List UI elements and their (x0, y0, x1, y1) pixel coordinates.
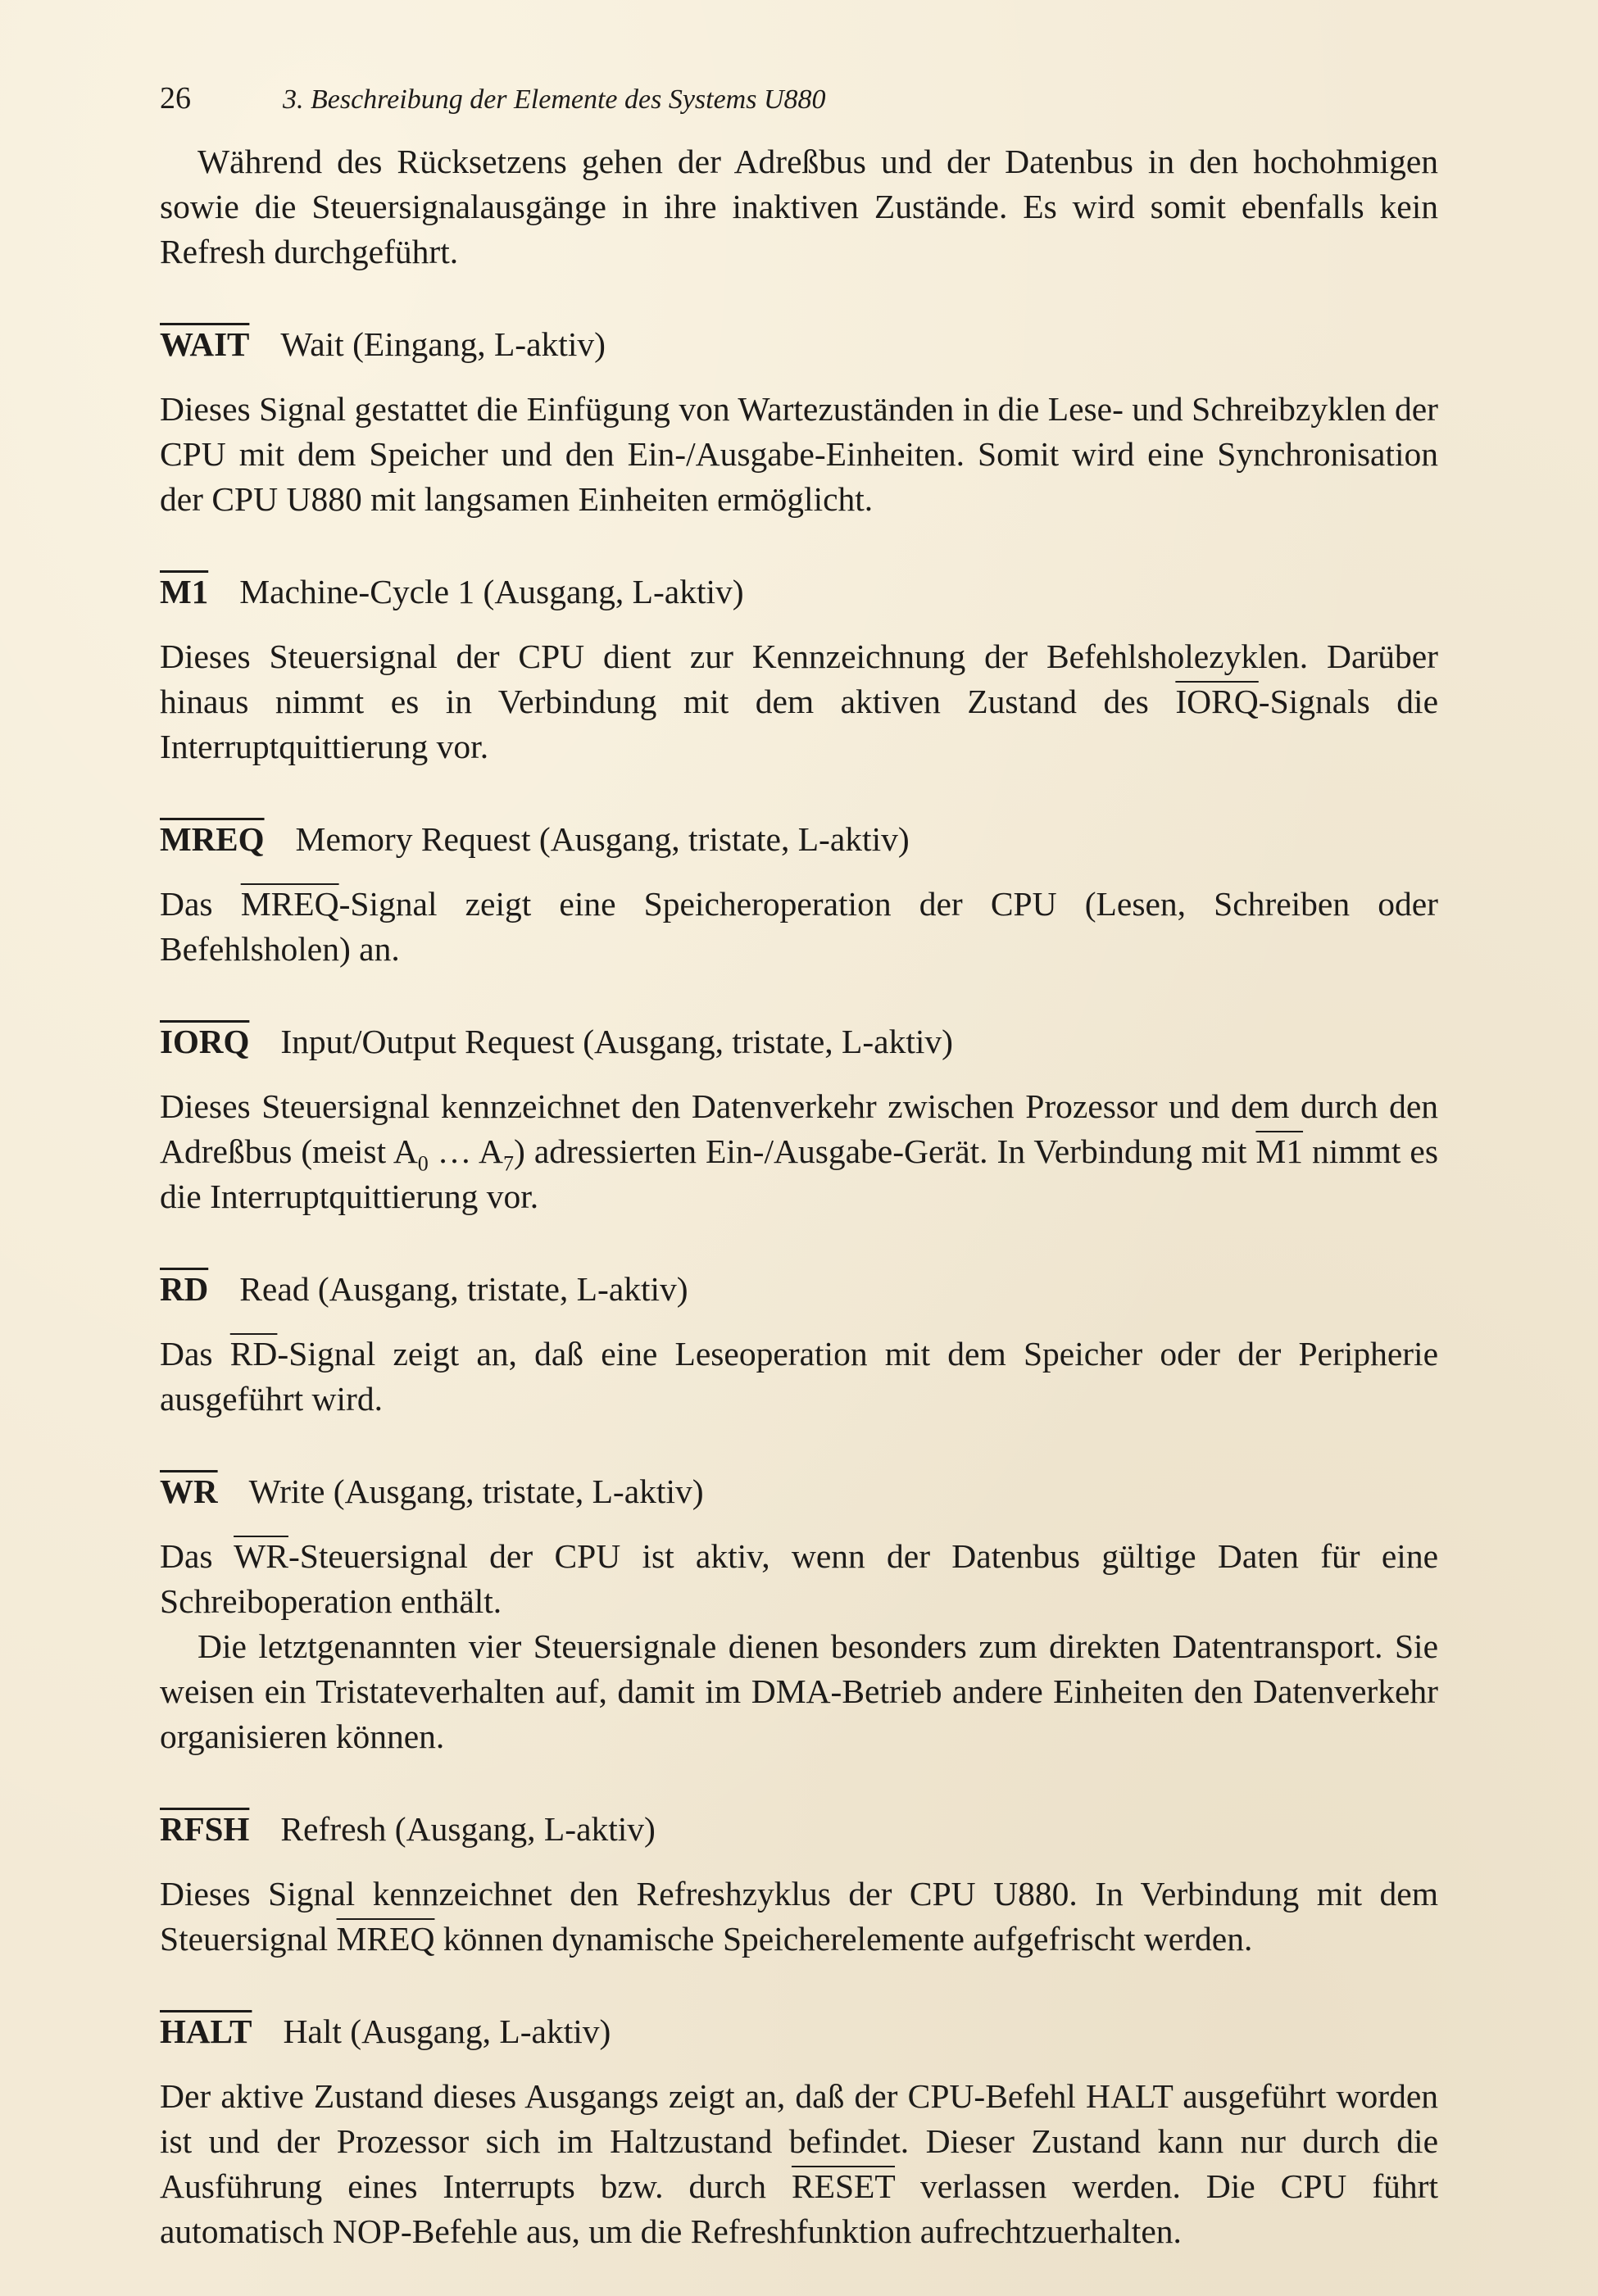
page-header (160, 79, 1438, 120)
subscript: 7 (503, 1151, 514, 1176)
signal-heading-wr (160, 1469, 1438, 1514)
signal-name: RFSH (160, 1810, 250, 1848)
text-segment: Der aktive Zustand dieses Ausgangs zeigt an, daß der CPU-Befehl HALT ausgeführt worden ist und der Prozessor sich im Haltzustand befindet. Dieser Zustand kann nur durch die Ausführung eines Interrupts bzw. durch (160, 2077, 1438, 2205)
intro-paragraph: Während des Rücksetzens gehen der Adreßbus und der Datenbus in den hochohmigen sowie die Steuersignalausgänge in ihre inaktiven Zustände. Es wird somit ebenfalls kein Refresh durchgeführt. (160, 143, 1438, 270)
signal-heading-mreq (160, 817, 1438, 862)
signal-description: Input/Output Request (Ausgang, tristate, L-aktiv) (280, 1023, 953, 1060)
signal-text-rfsh (160, 1872, 1438, 1962)
signal-name: M1 (160, 573, 209, 610)
signal-heading-m1 (160, 569, 1438, 615)
signal-name: $\overline{WR}$ (160, 1472, 218, 1510)
signal-reference: RESET (791, 2167, 895, 2205)
page-number: 26 (160, 81, 191, 116)
text-segment: -Signal zeigt an, daß eine Leseoperation mit dem Speicher oder der Peripherie ausgeführt wird. (160, 1335, 1439, 1418)
signal-text-m1 (160, 634, 1438, 769)
signal-text-wait: Dieses Signal gestattet die Einfügung von Wartezuständen in die Lese- und Schreibzyklen der CPU mit dem Speicher und den Ein-/Ausgabe-Einheiten. Somit wird eine Synchronisation der CPU U880 mit langsamen Einheiten ermöglicht. (160, 390, 1438, 518)
signal-name: WAIT (160, 325, 250, 363)
text-segment: Dieses Signal kennzeichnet den Refreshzyklus der CPU U880. In Verbindung mit dem Steuersignal (160, 1875, 1438, 1958)
signal-description: Write (Ausgang, tristate, L-aktiv) (248, 1472, 704, 1510)
text-segment: nimmt es die Interruptquittierung vor. (160, 1132, 1438, 1215)
signal-reference: M1 (1255, 1132, 1304, 1170)
signal-heading-iorq (160, 1019, 1438, 1064)
text-segment: verlassen werden. Die CPU führt automatisch NOP-Befehle aus, um die Refreshfunktion aufrechtzuerhalten. (160, 2167, 1438, 2250)
text-segment: -Signals die Interruptquittierung vor. (160, 683, 1439, 765)
text-segment: Dieses Steuersignal der CPU dient zur Kennzeichnung der Befehlsholezyklen. Darüber hinaus nimmt es in Verbindung mit dem aktiven Zustand des (160, 638, 1438, 720)
signal-heading-rfsh (160, 1807, 1438, 1852)
signal-text-mreq (160, 882, 1438, 972)
text-segment: -Steuersignal der CPU ist aktiv, wenn der Datenbus gültige Daten für eine Schreiboperation enthält. (160, 1537, 1438, 1620)
signal-text-iorq (160, 1084, 1438, 1219)
signal-name: $\overline{RD}$ (160, 1270, 209, 1308)
signal-reference: $\overline{RD}$ (229, 1335, 278, 1373)
signal-text-rd (160, 1332, 1438, 1422)
text-segment: ) adressierten Ein-/Ausgabe-Gerät. In Verbindung mit (514, 1132, 1256, 1170)
text-segment: können dynamische Speicherelemente aufgefrischt werden. (434, 1920, 1253, 1958)
text-segment: Das (160, 1335, 230, 1373)
signal-description: Wait (Eingang, L-aktiv) (280, 325, 606, 363)
signal-description: Halt (Ausgang, L-aktiv) (283, 2012, 611, 2050)
signal-reference: $\overline{WR}$ (234, 1537, 288, 1575)
signal-heading-wait (160, 322, 1438, 367)
signal-text-wr-note: Die letztgenannten vier Steuersignale dienen besonders zum direkten Datentransport. Sie weisen ein Tristateverhalten auf, damit im DMA-Betrieb andere Einheiten den Datenverkehr organisieren können. (160, 1627, 1438, 1755)
signal-name: HALT (160, 2012, 252, 2050)
signal-heading-halt (160, 2009, 1438, 2054)
text-segment: Das (160, 1537, 234, 1575)
signal-description: Read (Ausgang, tristate, L-aktiv) (239, 1270, 688, 1308)
text-segment: Das (160, 885, 241, 923)
signal-reference: IORQ (1175, 683, 1259, 720)
text-segment: … A (428, 1132, 503, 1170)
signal-text-wr (160, 1534, 1438, 1624)
signal-name: MREQ (160, 820, 265, 858)
subscript: 0 (417, 1151, 429, 1176)
signal-description: Refresh (Ausgang, L-aktiv) (280, 1810, 656, 1848)
chapter-title: 3. Beschreibung der Elemente des Systems U880 (283, 84, 826, 115)
signal-heading-rd (160, 1267, 1438, 1312)
text-segment: Dieses Steuersignal kennzeichnet den Datenverkehr zwischen Prozessor und dem durch den Adreßbus (meist A (160, 1087, 1438, 1170)
signal-text-halt (160, 2074, 1438, 2254)
signal-description: Memory Request (Ausgang, tristate, L-aktiv) (295, 820, 910, 858)
signal-reference: MREQ (240, 885, 339, 923)
text-segment: -Signal zeigt eine Speicheroperation der CPU (Lesen, Schreiben oder Befehlsholen) an. (160, 885, 1438, 968)
signal-name: IORQ (160, 1023, 250, 1060)
signal-reference: MREQ (336, 1920, 435, 1958)
page-body (160, 139, 1438, 2254)
signal-description: Machine-Cycle 1 (Ausgang, L-aktiv) (239, 573, 744, 610)
